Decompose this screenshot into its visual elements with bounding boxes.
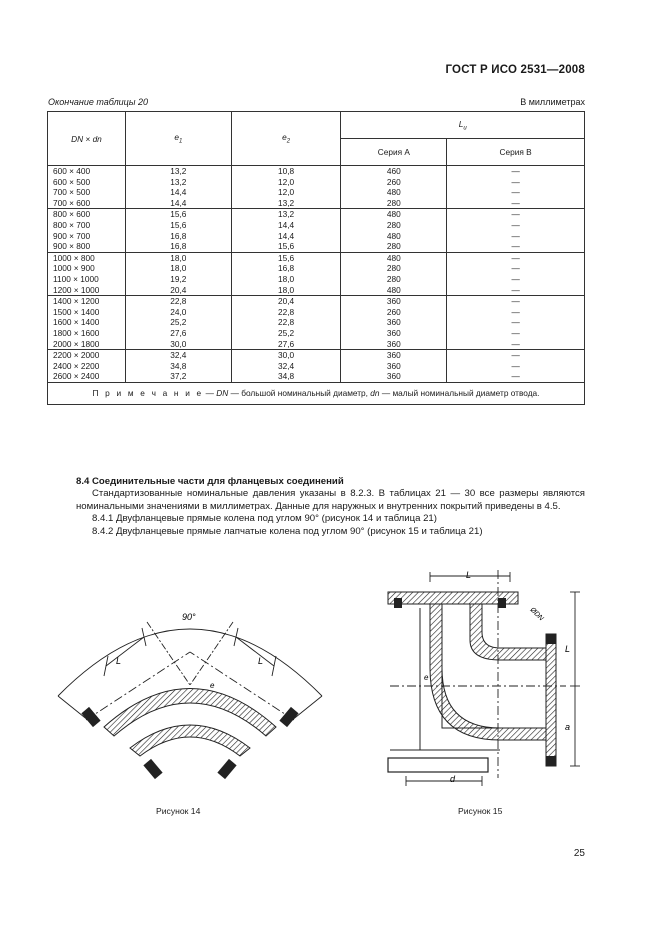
l-label-right: L — [258, 656, 264, 666]
cell-value: 480 — [386, 187, 401, 198]
cell-value: 13,2 — [277, 197, 295, 208]
cell-value: — — [511, 371, 520, 382]
table-row-group — [48, 252, 585, 295]
cell-value: 30,0 — [170, 338, 187, 349]
item-8-4-1: 8.4.1 Двуфланцевые прямые колена под углом 90° (рисунок 14 и таблица 21) — [92, 513, 437, 525]
cell-e1 — [125, 166, 231, 209]
cell-value: — — [511, 273, 520, 284]
table-row-group — [48, 350, 585, 383]
cell-value: 16,8 — [170, 241, 187, 252]
cell-e2 — [231, 296, 341, 350]
cell-value: 1500 × 1400 — [53, 306, 100, 317]
cell-value: 24,0 — [170, 306, 187, 317]
cell-value: 20,4 — [277, 296, 295, 307]
cell-value: 14,4 — [277, 219, 295, 230]
cell-value: 280 — [386, 241, 401, 252]
cell-value: 16,8 — [170, 230, 187, 241]
cell-value: 1400 × 1200 — [53, 296, 100, 307]
cell-value: 37,2 — [170, 371, 187, 382]
cell-value: 12,0 — [277, 187, 295, 198]
cell-value: — — [511, 284, 520, 295]
cell-value: 700 × 600 — [53, 197, 91, 208]
cell-value: 15,6 — [170, 219, 187, 230]
cell-value: 800 × 600 — [53, 209, 91, 220]
cell-value: 600 × 500 — [53, 176, 91, 187]
cell-e1 — [125, 296, 231, 350]
l-label-left: L — [116, 656, 122, 666]
cell-value: — — [511, 317, 520, 328]
cell-value: 32,4 — [277, 360, 295, 371]
cell-e2 — [231, 350, 341, 383]
cell-value: 1200 × 1000 — [53, 284, 100, 295]
cell-a — [341, 350, 447, 383]
cell-b — [447, 209, 585, 252]
cell-value: 14,4 — [277, 230, 295, 241]
cell-value: — — [511, 187, 520, 198]
cell-b — [447, 166, 585, 209]
cell-e2 — [231, 209, 341, 252]
cell-value: 15,6 — [277, 241, 295, 252]
cell-value: 460 — [386, 166, 401, 176]
cell-value: 360 — [386, 371, 401, 382]
cell-value: — — [511, 350, 520, 361]
cell-value: 2000 × 1800 — [53, 338, 100, 349]
cell-value: 30,0 — [277, 350, 295, 361]
cell-value: 1000 × 800 — [53, 252, 95, 263]
cell-dn — [48, 350, 126, 383]
cell-value: 13,2 — [277, 209, 295, 220]
cell-dn — [48, 209, 126, 252]
cell-value: — — [511, 241, 520, 252]
cell-value: — — [511, 176, 520, 187]
cell-value: 27,6 — [277, 338, 295, 349]
cell-a — [341, 209, 447, 252]
cell-value: 600 × 400 — [53, 166, 91, 176]
l-label-side: L — [565, 644, 571, 654]
cell-value: 260 — [386, 306, 401, 317]
cell-value: 14,4 — [170, 197, 187, 208]
l-label-top: L — [466, 570, 472, 580]
cell-a — [341, 252, 447, 295]
cell-value: 360 — [386, 338, 401, 349]
d-label: d — [450, 774, 456, 784]
table-caption: Окончание таблицы 20 — [48, 97, 148, 107]
outer-arc — [58, 629, 322, 696]
cell-a — [341, 296, 447, 350]
cell-value: 15,6 — [170, 209, 187, 220]
cell-value: 900 × 800 — [53, 241, 91, 252]
cell-value: — — [511, 306, 520, 317]
cell-value: — — [511, 166, 520, 176]
cell-value: 25,2 — [277, 327, 295, 338]
cell-value: 700 × 500 — [53, 187, 91, 198]
cell-dn — [48, 252, 126, 295]
a-label: a — [565, 722, 571, 732]
cell-value: 16,8 — [277, 263, 295, 274]
cell-value: 10,8 — [277, 166, 295, 176]
header-series-b: Серия В — [447, 139, 585, 166]
figure-14-caption: Рисунок 14 — [156, 806, 201, 816]
header-dn: DN × dn — [48, 112, 126, 166]
cell-value: 360 — [386, 350, 401, 361]
cell-value: 15,6 — [277, 252, 295, 263]
cell-value: 12,0 — [277, 176, 295, 187]
cell-value: 280 — [386, 263, 401, 274]
cell-value: 18,0 — [277, 284, 295, 295]
cell-value: — — [511, 327, 520, 338]
cell-value: 18,0 — [170, 252, 187, 263]
cell-value: 800 × 700 — [53, 219, 91, 230]
table-row-group — [48, 166, 585, 209]
cell-value: 2400 × 2200 — [53, 360, 100, 371]
cell-value: 1100 × 1000 — [53, 273, 99, 284]
cell-value: 34,8 — [170, 360, 187, 371]
cell-value: 22,8 — [277, 306, 295, 317]
table-units: В миллиметрах — [520, 97, 585, 107]
cell-value: 1600 × 1400 — [53, 317, 100, 328]
cell-value: 25,2 — [170, 317, 187, 328]
cell-value: 1000 × 900 — [53, 263, 95, 274]
cell-value: 18,0 — [277, 273, 295, 284]
cell-value: 360 — [386, 327, 401, 338]
cell-value: 18,0 — [170, 263, 187, 274]
cell-a — [341, 166, 447, 209]
e-label: e — [210, 681, 215, 690]
cell-dn — [48, 166, 126, 209]
section-8-4 — [76, 476, 585, 538]
cell-value: — — [511, 338, 520, 349]
figure-14-drawing — [44, 600, 334, 800]
cell-e2 — [231, 166, 341, 209]
header-e2: $e_2$ — [231, 112, 341, 166]
cell-value: 360 — [386, 317, 401, 328]
cell-value: — — [511, 230, 520, 241]
figure-15-drawing — [380, 568, 590, 800]
cell-value: — — [511, 263, 520, 274]
cell-value: 19,2 — [170, 273, 187, 284]
cell-value: — — [511, 296, 520, 307]
dimensions-table — [47, 111, 585, 405]
header-series-a: Серия А — [341, 139, 447, 166]
cell-value: 360 — [386, 296, 401, 307]
cell-e1 — [125, 209, 231, 252]
standard-header: ГОСТ Р ИСО 2531—2008 — [445, 64, 585, 76]
table-row-group — [48, 209, 585, 252]
cell-value: 13,2 — [170, 176, 187, 187]
cell-value: — — [511, 197, 520, 208]
cell-value: 480 — [386, 209, 401, 220]
table-row-group — [48, 296, 585, 350]
cell-e2 — [231, 252, 341, 295]
header-e1: $e_1$ — [125, 112, 231, 166]
e-label: e — [424, 673, 429, 682]
cell-b — [447, 350, 585, 383]
cell-value: 34,8 — [277, 371, 295, 382]
cell-value: 32,4 — [170, 350, 187, 361]
cell-value: — — [511, 252, 520, 263]
cell-dn — [48, 296, 126, 350]
cell-b — [447, 296, 585, 350]
cell-e1 — [125, 350, 231, 383]
table-note: П р и м е ч а н и е — DN — большой номинальный диаметр, dn — малый номинальный диаметр отвода. — [48, 382, 585, 404]
cell-value: 260 — [386, 176, 401, 187]
cell-value: — — [511, 360, 520, 371]
page-number: 25 — [573, 848, 585, 859]
cell-value: 2600 × 2400 — [53, 371, 100, 382]
cell-value: 280 — [386, 197, 401, 208]
figure-15-caption: Рисунок 15 — [458, 806, 503, 816]
cell-value: 480 — [386, 230, 401, 241]
cell-value: 1800 × 1600 — [53, 327, 100, 338]
item-8-4-2: 8.4.2 Двуфланцевые прямые лапчатые колена под углом 90° (рисунок 15 и таблица 21) — [92, 525, 483, 537]
cell-value: 480 — [386, 284, 401, 295]
cell-value: 480 — [386, 252, 401, 263]
cell-value: 360 — [386, 360, 401, 371]
cell-value: — — [511, 219, 520, 230]
cell-value: 900 × 700 — [53, 230, 91, 241]
header-lu: $L_u$ — [341, 112, 585, 139]
dn-label: ØDN — [528, 606, 545, 623]
cell-value: 2200 × 2000 — [53, 350, 100, 361]
cell-value: 13,2 — [170, 166, 187, 176]
cell-value: 20,4 — [170, 284, 187, 295]
cell-value: 22,8 — [170, 296, 187, 307]
cell-value: 14,4 — [170, 187, 187, 198]
cell-value: 27,6 — [170, 327, 187, 338]
section-paragraph: Стандартизованные номинальные давления указаны в 8.2.3. В таблицах 21 — 30 все размеры являются номинальными значениями в миллиметрах. Данные для наружных и внутренних покрытий приведены в 4.5. — [76, 488, 585, 512]
cell-value: — — [511, 209, 520, 220]
section-title: 8.4 Соединительные части для фланцевых соединений — [76, 476, 344, 487]
cell-value: 280 — [386, 273, 401, 284]
cell-e1 — [125, 252, 231, 295]
cell-b — [447, 252, 585, 295]
angle-label: 90° — [182, 612, 196, 622]
cell-value: 22,8 — [277, 317, 295, 328]
cell-value: 280 — [386, 219, 401, 230]
